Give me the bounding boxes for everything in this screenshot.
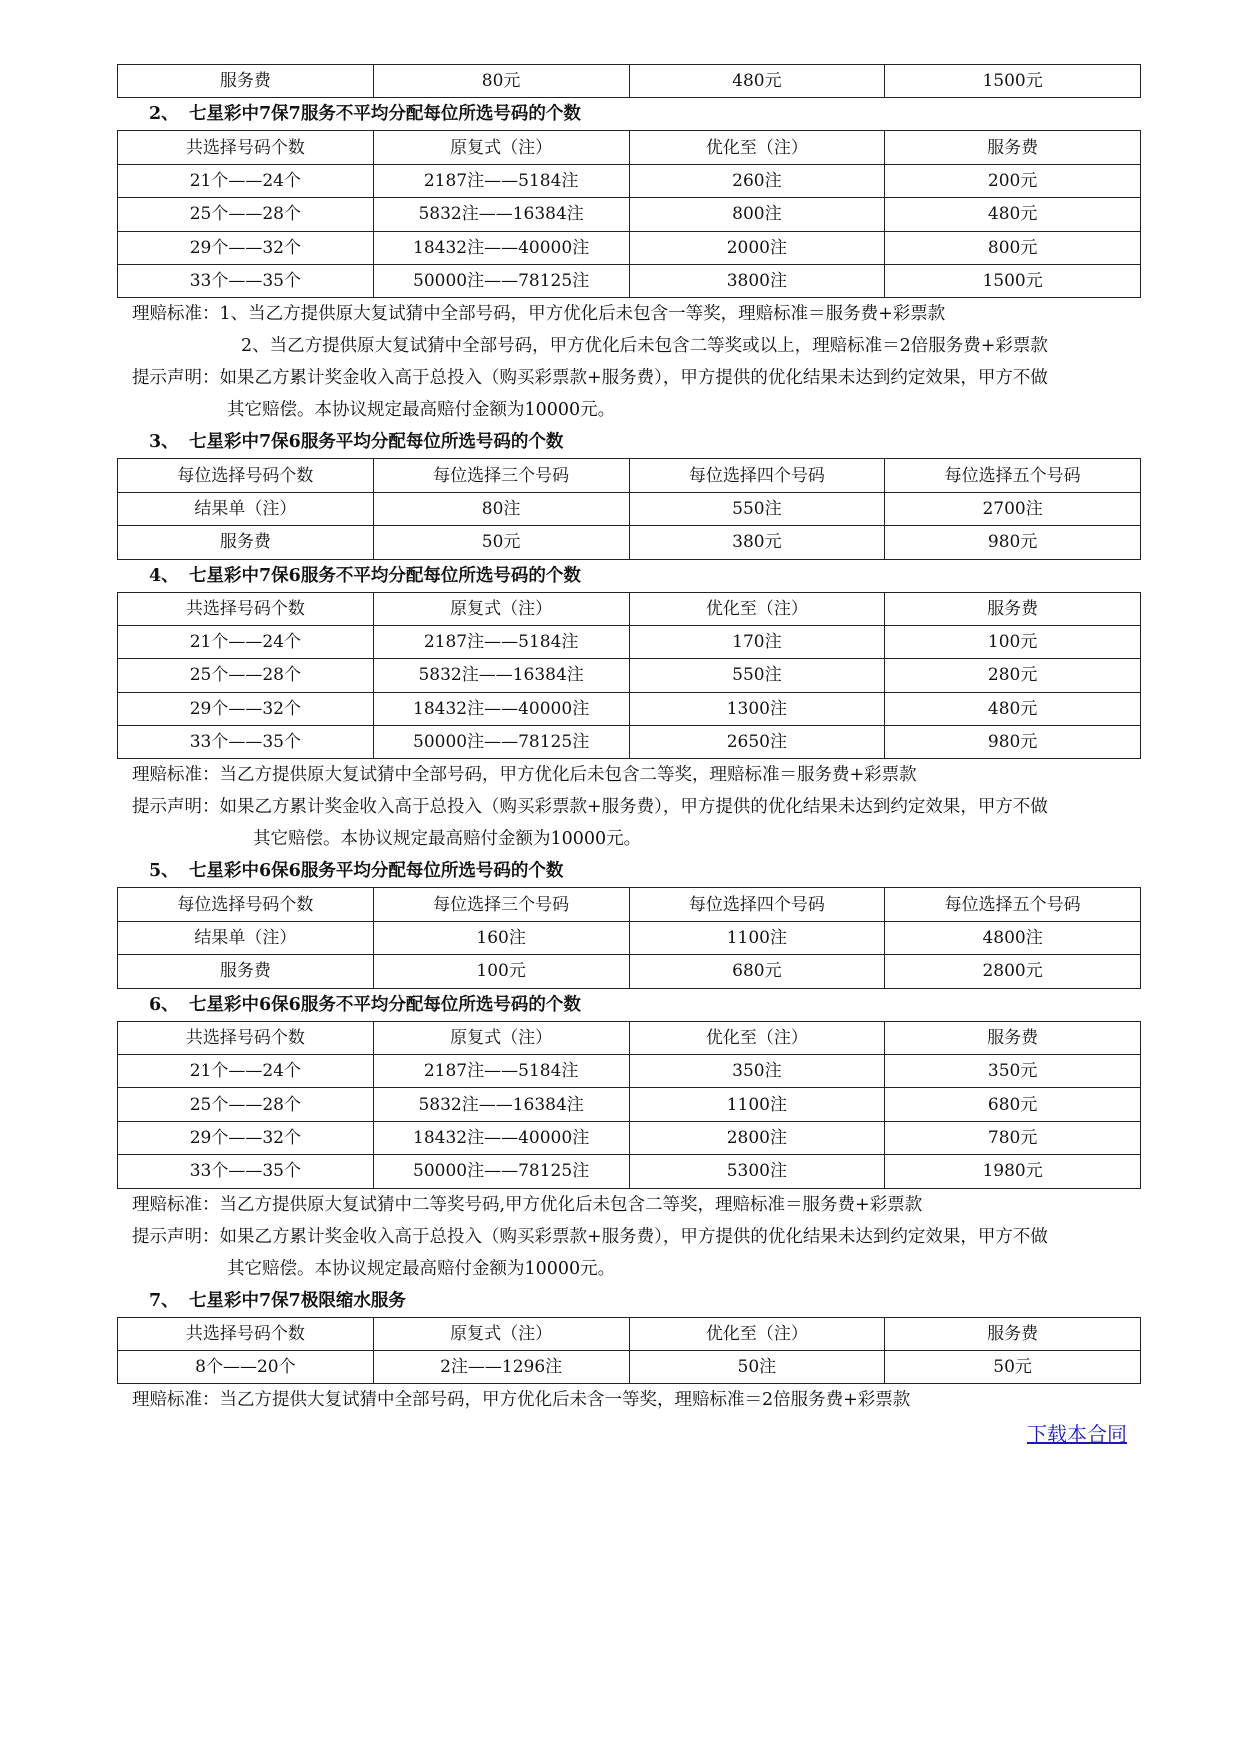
table-cell: 1500元 — [885, 65, 1141, 98]
column-header: 共选择号码个数 — [118, 592, 374, 625]
table-cell: 5300注 — [629, 1155, 885, 1188]
column-header: 每位选择号码个数 — [118, 888, 374, 921]
section-number: 6、 — [149, 994, 179, 1015]
table-row — [118, 726, 1141, 759]
notice-statement: 提示声明：如果乙方累计奖金收入高于总投入（购买彩票款+服务费），甲方提供的优化结果未达到约定效果，甲方不做 — [132, 368, 1048, 389]
notice-statement: 提示声明：如果乙方累计奖金收入高于总投入（购买彩票款+服务费），甲方提供的优化结果未达到约定效果，甲方不做 — [132, 1226, 1048, 1247]
table-cell: 350元 — [885, 1055, 1141, 1088]
section-heading — [117, 426, 1141, 458]
column-header: 每位选择号码个数 — [118, 459, 374, 492]
notice-statement-cont: 其它赔偿。本协议规定最高赔付金额为10000元。 — [227, 1258, 616, 1279]
table-cell: 21个——24个 — [118, 164, 374, 197]
section2-table — [117, 130, 1141, 298]
section-title: 七星彩中7保6服务不平均分配每位所选号码的个数 — [189, 565, 581, 586]
column-header: 共选择号码个数 — [118, 1021, 374, 1054]
table-cell: 80注 — [373, 492, 629, 525]
table-cell: 2800注 — [629, 1121, 885, 1154]
table-header-row — [118, 131, 1141, 164]
table-cell: 18432注——40000注 — [373, 692, 629, 725]
claim-standard: 理赔标准：1、当乙方提供原大复试猜中全部号码，甲方优化后未包含一等奖，理赔标准＝服务费+彩票款 — [132, 304, 946, 325]
table-cell: 18432注——40000注 — [373, 231, 629, 264]
column-header: 优化至（注） — [629, 131, 885, 164]
column-header: 原复式（注） — [373, 131, 629, 164]
table-cell: 1100注 — [629, 921, 885, 954]
table-cell: 2650注 — [629, 726, 885, 759]
table-cell: 260注 — [629, 164, 885, 197]
column-header: 每位选择四个号码 — [629, 888, 885, 921]
section5-table — [117, 887, 1141, 988]
table-row — [118, 692, 1141, 725]
section-heading — [117, 855, 1141, 887]
table-cell: 980元 — [885, 526, 1141, 559]
table-cell: 50000注——78125注 — [373, 264, 629, 297]
table-cell: 2700注 — [885, 492, 1141, 525]
section-heading — [117, 1285, 1141, 1317]
table-cell: 1300注 — [629, 692, 885, 725]
claim-standard: 理赔标准：当乙方提供原大复试猜中全部号码，甲方优化后未包含二等奖，理赔标准＝服务费+彩票款 — [132, 765, 917, 786]
column-header: 优化至（注） — [629, 1021, 885, 1054]
table-cell: 350注 — [629, 1055, 885, 1088]
section7-table — [117, 1317, 1141, 1385]
notice-statement-cont: 其它赔偿。本协议规定最高赔付金额为10000元。 — [227, 400, 616, 421]
column-header: 优化至（注） — [629, 1317, 885, 1350]
section-title: 七星彩中6保6服务平均分配每位所选号码的个数 — [189, 861, 564, 882]
table-cell: 100元 — [885, 625, 1141, 658]
column-header: 原复式（注） — [373, 592, 629, 625]
table-row — [118, 231, 1141, 264]
table-cell: 2187注——5184注 — [373, 625, 629, 658]
table-cell: 结果单（注） — [118, 492, 374, 525]
column-header: 服务费 — [885, 592, 1141, 625]
table-cell: 5832注——16384注 — [373, 659, 629, 692]
section-heading — [117, 989, 1141, 1021]
table-row — [118, 264, 1141, 297]
column-header: 每位选择五个号码 — [885, 888, 1141, 921]
table-header-row — [118, 1021, 1141, 1054]
table-cell: 50元 — [885, 1350, 1141, 1383]
section-title: 七星彩中7保7极限缩水服务 — [189, 1290, 406, 1311]
table-cell: 18432注——40000注 — [373, 1121, 629, 1154]
column-header: 每位选择四个号码 — [629, 459, 885, 492]
table-row — [118, 1121, 1141, 1154]
column-header: 原复式（注） — [373, 1317, 629, 1350]
table-cell: 5832注——16384注 — [373, 1088, 629, 1121]
download-contract-link[interactable]: 下载本合同 — [1027, 1422, 1127, 1447]
table-row — [118, 1055, 1141, 1088]
notice-statement-cont: 其它赔偿。本协议规定最高赔付金额为10000元。 — [253, 829, 642, 850]
table-cell: 33个——35个 — [118, 1155, 374, 1188]
section-number: 2、 — [149, 104, 179, 125]
column-header: 每位选择三个号码 — [373, 459, 629, 492]
contract-page — [117, 64, 1141, 1452]
claim-standard-item2: 2、当乙方提供原大复试猜中全部号码，甲方优化后未包含二等奖或以上，理赔标准＝2倍服务费+彩票款 — [241, 336, 1048, 357]
table-cell: 3800注 — [629, 264, 885, 297]
column-header: 服务费 — [885, 1021, 1141, 1054]
download-row — [117, 1416, 1141, 1452]
table-cell: 25个——28个 — [118, 1088, 374, 1121]
table-cell: 4800注 — [885, 921, 1141, 954]
table-cell: 80元 — [373, 65, 629, 98]
table-cell: 50注 — [629, 1350, 885, 1383]
section-number: 4、 — [149, 565, 179, 586]
column-header: 每位选择三个号码 — [373, 888, 629, 921]
table-cell: 1500元 — [885, 264, 1141, 297]
table-cell: 33个——35个 — [118, 726, 374, 759]
table-cell: 100元 — [373, 955, 629, 988]
table-cell: 2187注——5184注 — [373, 1055, 629, 1088]
table-cell: 2注——1296注 — [373, 1350, 629, 1383]
table-cell: 780元 — [885, 1121, 1141, 1154]
table-cell: 680元 — [629, 955, 885, 988]
table-cell: 2187注——5184注 — [373, 164, 629, 197]
column-header: 共选择号码个数 — [118, 131, 374, 164]
section-heading — [117, 98, 1141, 130]
section-number: 3、 — [149, 432, 179, 453]
table-cell: 21个——24个 — [118, 1055, 374, 1088]
table-row — [118, 1350, 1141, 1383]
table-cell: 50000注——78125注 — [373, 1155, 629, 1188]
table-row — [118, 659, 1141, 692]
table-cell: 2000注 — [629, 231, 885, 264]
notice-statement: 提示声明：如果乙方累计奖金收入高于总投入（购买彩票款+服务费），甲方提供的优化结果未达到约定效果，甲方不做 — [132, 797, 1048, 818]
table-cell: 200元 — [885, 164, 1141, 197]
table-cell: 280元 — [885, 659, 1141, 692]
section6-table — [117, 1021, 1141, 1189]
table-cell: 服务费 — [118, 65, 374, 98]
table-cell: 29个——32个 — [118, 1121, 374, 1154]
table-cell: 21个——24个 — [118, 625, 374, 658]
table-cell: 29个——32个 — [118, 692, 374, 725]
table-cell: 550注 — [629, 659, 885, 692]
table-cell: 1100注 — [629, 1088, 885, 1121]
table-row — [118, 1088, 1141, 1121]
claim-standard: 理赔标准：当乙方提供大复试猜中全部号码，甲方优化后未含一等奖，理赔标准＝2倍服务费+彩票款 — [132, 1390, 911, 1411]
table-cell: 980元 — [885, 726, 1141, 759]
table-cell: 50000注——78125注 — [373, 726, 629, 759]
column-header: 服务费 — [885, 1317, 1141, 1350]
table-row — [118, 65, 1141, 98]
table-cell: 380元 — [629, 526, 885, 559]
table-cell: 8个——20个 — [118, 1350, 374, 1383]
section-title: 七星彩中6保6服务不平均分配每位所选号码的个数 — [189, 994, 581, 1015]
table-cell: 结果单（注） — [118, 921, 374, 954]
table-cell: 1980元 — [885, 1155, 1141, 1188]
section-heading — [117, 560, 1141, 592]
table-row — [118, 198, 1141, 231]
table-cell: 480元 — [629, 65, 885, 98]
table-header-row — [118, 459, 1141, 492]
table-cell: 服务费 — [118, 526, 374, 559]
section4-table — [117, 592, 1141, 760]
claim-standard: 理赔标准：当乙方提供原大复试猜中二等奖号码,甲方优化后未包含二等奖，理赔标准＝服务费+彩票款 — [132, 1194, 923, 1215]
section-title: 七星彩中7保7服务不平均分配每位所选号码的个数 — [189, 104, 581, 125]
table-row — [118, 492, 1141, 525]
column-header: 每位选择五个号码 — [885, 459, 1141, 492]
table-cell: 480元 — [885, 692, 1141, 725]
column-header: 优化至（注） — [629, 592, 885, 625]
column-header: 服务费 — [885, 131, 1141, 164]
section-number: 7、 — [149, 1290, 179, 1311]
table-cell: 服务费 — [118, 955, 374, 988]
table-header-row — [118, 592, 1141, 625]
table-row — [118, 625, 1141, 658]
table-cell: 5832注——16384注 — [373, 198, 629, 231]
table-cell: 550注 — [629, 492, 885, 525]
table-cell: 800注 — [629, 198, 885, 231]
table-cell: 800元 — [885, 231, 1141, 264]
section3-table — [117, 458, 1141, 559]
table-cell: 29个——32个 — [118, 231, 374, 264]
table-header-row — [118, 888, 1141, 921]
section-number: 5、 — [149, 861, 179, 882]
column-header: 原复式（注） — [373, 1021, 629, 1054]
table-cell: 25个——28个 — [118, 198, 374, 231]
table-cell: 480元 — [885, 198, 1141, 231]
fee-table-top — [117, 64, 1141, 98]
table-cell: 680元 — [885, 1088, 1141, 1121]
table-cell: 50元 — [373, 526, 629, 559]
table-cell: 33个——35个 — [118, 264, 374, 297]
table-row — [118, 526, 1141, 559]
table-row — [118, 955, 1141, 988]
table-cell: 2800元 — [885, 955, 1141, 988]
table-cell: 170注 — [629, 625, 885, 658]
table-row — [118, 164, 1141, 197]
table-row — [118, 1155, 1141, 1188]
table-cell: 25个——28个 — [118, 659, 374, 692]
table-header-row — [118, 1317, 1141, 1350]
column-header: 共选择号码个数 — [118, 1317, 374, 1350]
table-row — [118, 921, 1141, 954]
section-title: 七星彩中7保6服务平均分配每位所选号码的个数 — [189, 432, 564, 453]
table-cell: 160注 — [373, 921, 629, 954]
